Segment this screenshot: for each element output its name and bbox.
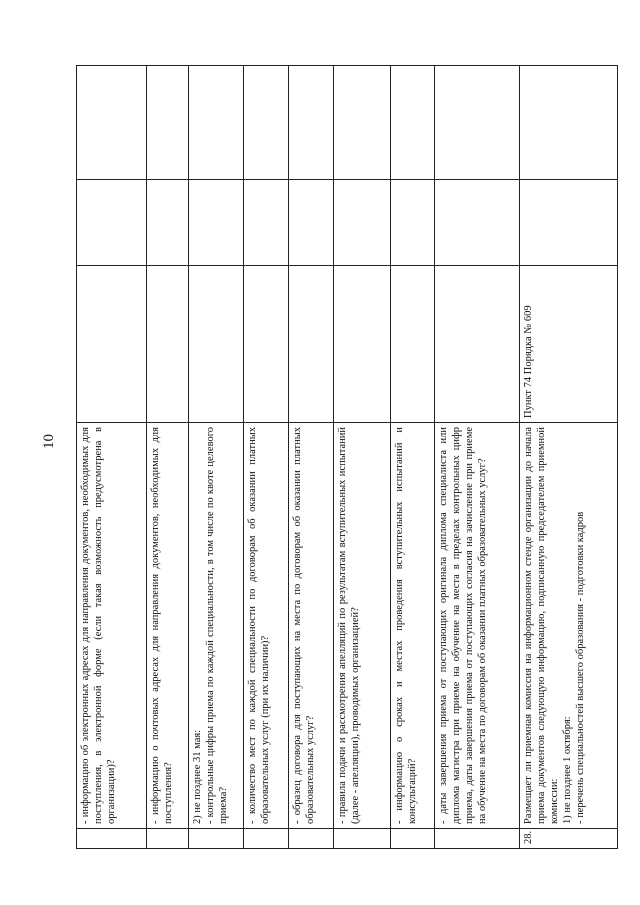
question-line: - количество мест по каждой специальности по договорам об оказании платных образовательных услуг (при их наличии)? [247, 427, 271, 824]
question-line: - контрольные цифры приема по каждой специальности, в том числе по квоте целевого приема? [205, 427, 229, 824]
rotated-table-container [76, 66, 617, 849]
answer-cell [520, 180, 618, 266]
question-line: - информацию о сроках и местах проведения вступительных испытаний и консультаций? [394, 427, 418, 824]
row-number [77, 829, 147, 849]
comment-cell [334, 66, 391, 180]
checklist-table [76, 65, 618, 849]
answer-cell [189, 180, 244, 266]
answer-cell [391, 180, 435, 266]
question-line: - даты завершения приема от поступающих оригинала диплома специалиста или диплома магистра при приеме на обучение на места в пределах контрольных цифр приема, даты завершения приема от поступающих согласия на зачисление при приеме на обучение на места по договорам об оказании платных образовательных услуг? [438, 427, 488, 824]
row-number [244, 829, 289, 849]
row-number [435, 829, 520, 849]
question-cell [391, 423, 435, 829]
table-row [147, 66, 189, 849]
question-line: - информацию о почтовых адресах для направления документов, необходимых для поступления? [150, 427, 174, 824]
table-row [520, 66, 618, 849]
table-row [435, 66, 520, 849]
comment-cell [435, 66, 520, 180]
comment-cell [391, 66, 435, 180]
answer-cell [435, 180, 520, 266]
row-number: 28. [520, 829, 618, 849]
reference-cell: Пункт 74 Порядка № 609 [520, 266, 618, 423]
answer-cell [77, 180, 147, 266]
question-cell [289, 423, 334, 829]
question-line: - информацию об электронных адресах для направления документов, необходимых для поступления, в электронной форме (если такая возможность предусмотрена в организации)? [80, 427, 117, 824]
reference-cell [334, 266, 391, 423]
table-row [289, 66, 334, 849]
answer-cell [147, 180, 189, 266]
question-cell [435, 423, 520, 829]
question-line: 2) не позднее 31 мая: [192, 729, 203, 824]
answer-cell [244, 180, 289, 266]
reference-cell [391, 266, 435, 423]
comment-cell [189, 66, 244, 180]
comment-cell [289, 66, 334, 180]
question-cell [244, 423, 289, 829]
row-number [189, 829, 244, 849]
comment-cell [77, 66, 147, 180]
comment-cell [520, 66, 618, 180]
comment-cell [147, 66, 189, 180]
reference-cell [289, 266, 334, 423]
comment-cell [244, 66, 289, 180]
row-number [147, 829, 189, 849]
row-number [289, 829, 334, 849]
question-line: Размещает ли приемная комиссия на информационном стенде организации до начала приема документов следующую информацию, подписанную председателем приемной комиссии: [523, 427, 560, 824]
reference-cell [77, 266, 147, 423]
question-line: 1) не позднее 1 октября: [562, 716, 573, 824]
question-cell [77, 423, 147, 829]
table-row [334, 66, 391, 849]
question-cell [334, 423, 391, 829]
table-row [244, 66, 289, 849]
question-line: - правила подачи и рассмотрения апелляций по результатам вступительных испытаний (далее - апелляции), проводимых организацией? [337, 427, 361, 824]
answer-cell [289, 180, 334, 266]
reference-cell [244, 266, 289, 423]
row-number [391, 829, 435, 849]
answer-cell [334, 180, 391, 266]
reference-cell [189, 266, 244, 423]
question-cell [189, 423, 244, 829]
question-line: - образец договора для поступающих на места по договорам об оказании платных образовательных услуг? [292, 427, 316, 824]
question-cell [520, 423, 618, 829]
page-number: 10 [41, 434, 57, 449]
reference-cell [435, 266, 520, 423]
reference-cell [147, 266, 189, 423]
table-row [77, 66, 147, 849]
table-row [391, 66, 435, 849]
table-row [189, 66, 244, 849]
question-line: - перечень специальностей высшего образования - подготовки кадров [575, 511, 586, 824]
question-cell [147, 423, 189, 829]
row-number [334, 829, 391, 849]
